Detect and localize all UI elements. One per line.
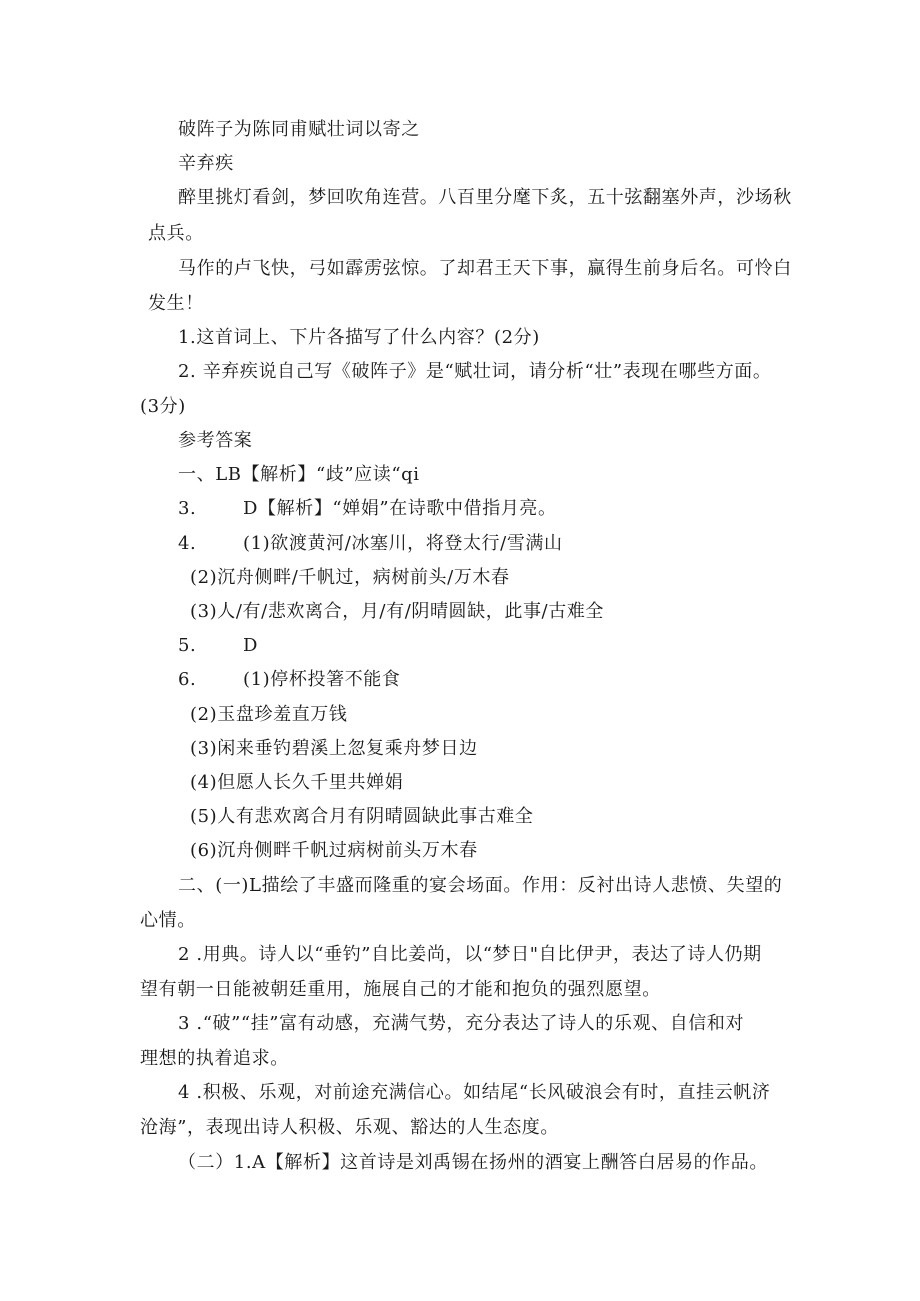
answer-6-item3: (3)闲来垂钓碧溪上忽复乘舟梦日边 [190, 738, 478, 759]
poem-author: 辛弃疾 [178, 153, 234, 174]
section2-answer2-line1: 2 .用典。诗人以“垂钓”自比姜尚，以“梦日"自比伊尹，表达了诗人仍期 [178, 944, 762, 965]
poem-stanza1-line2: 点兵。 [148, 223, 204, 244]
answer-6-item6: (6)沉舟侧畔千帆过病树前头万木春 [190, 840, 478, 861]
question-2-line2: (3分) [140, 396, 186, 417]
answer-3-text: D【解析】“婵娟”在诗歌中借指月亮。 [243, 498, 557, 519]
answer-4-text: (1)欲渡黄河/冰塞川，将登太行/雪满山 [243, 533, 563, 554]
answer-4-item2: (2)沉舟侧畔/千帆过，病树前头/万木春 [190, 567, 510, 588]
section2-answer4-line2: 沧海”，表现出诗人积极、乐观、豁达的人生态度。 [140, 1117, 559, 1138]
answer-6-item5: (5)人有悲欢离合月有阴晴圆缺此事古难全 [190, 806, 534, 827]
answers-heading: 参考答案 [178, 430, 253, 451]
section2-answer4-line1: 4 .积极、乐观，对前途充满信心。如结尾“长风破浪会有时，直挂云帆济 [178, 1082, 771, 1103]
section2-answer2-line2: 望有朝一日能被朝廷重用，施展自己的才能和抱负的强烈愿望。 [140, 979, 661, 1000]
poem-stanza2-line2: 发生！ [148, 293, 204, 314]
answer-4-number: 4. [178, 533, 197, 554]
poem-title: 破阵子为陈同甫赋壮词以寄之 [178, 119, 420, 140]
answer-6-item4: (4)但愿人长久千里共婵娟 [190, 772, 404, 793]
question-2-line1: 2. 辛弃疾说自己写《破阵子》是“赋壮词，请分析“壮”表现在哪些方面。 [178, 361, 772, 382]
section2-answer1-line2: 心情。 [140, 910, 196, 931]
poem-stanza1-line1: 醉里挑灯看剑，梦回吹角连营。八百里分麾下炙，五十弦翻塞外声，沙场秋 [178, 187, 792, 208]
section2-answer3-line2: 理想的执着追求。 [140, 1048, 289, 1069]
answer-1: 一、LB【解析】“歧”应读“qi [178, 464, 420, 485]
answer-5-number: 5. [178, 635, 197, 656]
section2-answer3-line1: 3 .“破”“挂”富有动感，充满气势，充分表达了诗人的乐观、自信和对 [178, 1013, 745, 1034]
answer-3-number: 3. [178, 498, 197, 519]
answer-6-number: 6. [178, 669, 197, 690]
answer-5-text: D [243, 635, 259, 656]
section2-answer1-line1: 二、(一)L描绘了丰盛而隆重的宴会场面。作用：反衬出诗人悲愤、失望的 [178, 875, 783, 896]
section2-part2-answer1: （二）1.A【解析】这首诗是刘禹锡在扬州的酒宴上酬答白居易的作品。 [178, 1152, 768, 1173]
answer-6-text: (1)停杯投箸不能食 [243, 669, 401, 690]
answer-6-item2: (2)玉盘珍羞直万钱 [190, 704, 348, 725]
poem-stanza2-line1: 马作的卢飞快，弓如霹雳弦惊。了却君王天下事，赢得生前身后名。可怜白 [178, 258, 792, 279]
question-1: 1.这首词上、下片各描写了什么内容？(2分) [178, 327, 540, 348]
answer-4-item3: (3)人/有/悲欢离合，月/有/阴晴圆缺，此事/古难全 [190, 601, 605, 622]
